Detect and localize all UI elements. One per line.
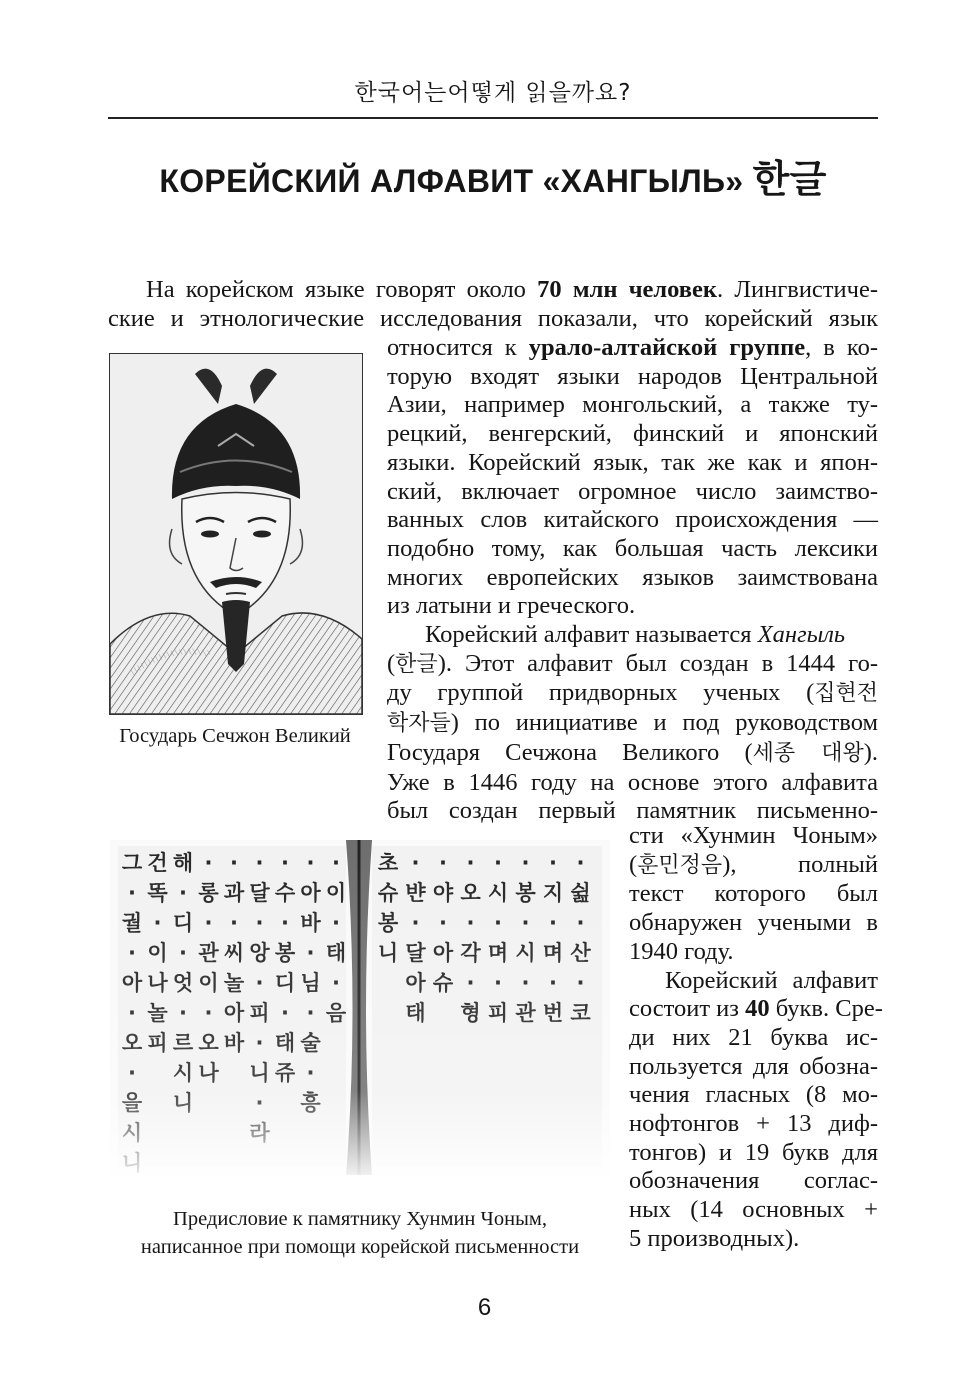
manuscript-image (110, 840, 610, 1175)
p3-line-12: тонгов) и 19 букв для (629, 1138, 878, 1166)
p3-line-10: чения гласных (8 мо- (629, 1081, 878, 1109)
manuscript-caption-line-1: Предисловие к памятнику Хунмин Чоным, (173, 1208, 547, 1230)
header-rule (108, 117, 878, 119)
p2-line-5: Государя Сечжона Великого (세종 대왕). (387, 738, 878, 766)
page-number: 6 (477, 1294, 492, 1321)
intro-line-2: ские и этнологические исследования показали, что корейский язык (108, 304, 878, 332)
p3-line-9: пользуется для обозна- (629, 1052, 878, 1080)
p3-line-14: ных (14 основных + (629, 1196, 878, 1224)
manuscript-caption (110, 1205, 610, 1261)
p2-line-2: (한글). Этот алфавит был создан в 1444 го- (387, 649, 878, 677)
manuscript-caption-line-2: написанное при помощи корейской письменности (140, 1236, 580, 1258)
portrait-illustration (110, 354, 362, 714)
p3-line-2: (훈민정음), полный (629, 850, 878, 878)
running-head: 한국어는어떻게 읽을까요? (354, 80, 632, 106)
portrait-sejong (109, 353, 363, 715)
paragraph-3 (629, 822, 883, 1254)
p3-line-1: сти «Хунмин Чоным» (629, 822, 878, 849)
intro-line-1: На корейском языке говорят около 70 млн человек. Лингвистиче- (146, 276, 878, 303)
p1-line-5: языки. Корейский язык, так же как и япон- (387, 448, 878, 476)
p3-line-11: нофтонгов + 13 диф- (629, 1110, 878, 1138)
title-text: КОРЕЙСКИЙ АЛФАВИТ «ХАНГЫЛЬ» (159, 163, 744, 199)
intro-paragraph (108, 276, 878, 333)
paragraph-1 (387, 334, 878, 621)
p3-line-6: Корейский алфавит (665, 966, 878, 994)
paragraph-2 (387, 621, 878, 826)
p2-line-7: был создан первый памятник письменно- (387, 797, 878, 825)
p1-line-9: многих европейских языков заимствована (387, 563, 878, 591)
p1-line-3: Азии, например монгольский, а также ту- (387, 391, 878, 419)
p1-line-7: ванных слов китайского происхождения — (387, 506, 878, 534)
p2-line-1: Корейский алфавит называется Хангыль (425, 621, 846, 648)
p1-line-2: торую входят языки народов Центральной (387, 362, 878, 390)
p3-line-5: 1940 году. (629, 937, 734, 965)
p1-line-6: ский, включает огромное число заимство- (387, 477, 878, 505)
title-hangul: 한글 (752, 157, 827, 201)
manuscript-illustration (110, 840, 610, 1175)
p3-line-13: обозначения соглас- (629, 1167, 878, 1195)
p3-line-3: текст которого был (629, 880, 878, 908)
chapter-title (108, 148, 878, 203)
p2-line-3: ду группой придворных ученых (집현전 (387, 679, 878, 707)
p3-line-7: состоит из 40 букв. Сре- (629, 995, 883, 1023)
p1-line-4: рецкий, венгерский, финский и японский (387, 420, 878, 448)
p3-line-15: 5 производных). (629, 1224, 800, 1252)
portrait-caption: Государь Сечжон Великий (119, 725, 351, 747)
p1-line-1: относится к урало-алтайской группе, в ко- (387, 334, 878, 361)
p1-line-10: из латыни и греческого. (387, 592, 636, 620)
p1-line-8: подобно тому, как большая часть лексики (387, 534, 878, 562)
p3-line-8: ди них 21 буква ис- (629, 1023, 878, 1051)
p3-line-4: обнаружен учеными в (629, 909, 878, 937)
p2-line-4: 학자들) по инициативе и под руководством (387, 709, 878, 737)
p2-line-6: Уже в 1446 году на основе этого алфавита (387, 768, 878, 796)
